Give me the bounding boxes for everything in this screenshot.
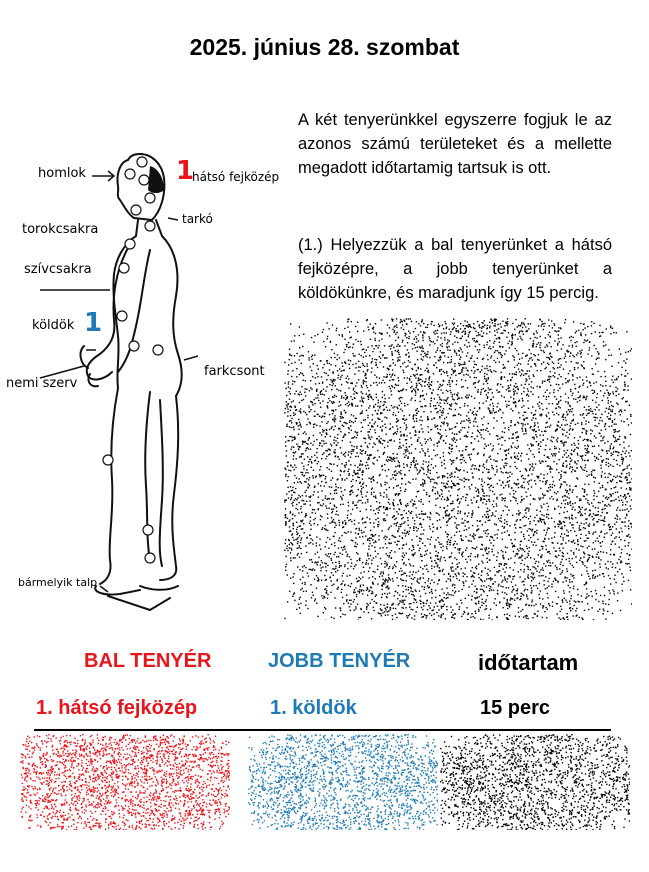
noise-pattern-main <box>284 318 632 620</box>
row-1-idotartam: 15 perc <box>480 697 551 719</box>
scrambled-row-left <box>20 734 230 830</box>
label-szivcsakra: szívcsakra <box>24 262 92 277</box>
header-bal-tenyer: BAL TENYÉR <box>84 650 212 672</box>
label-barmelyik-talp: bármelyik talp <box>18 576 98 589</box>
table-divider <box>34 729 611 731</box>
label-tarko: tarkó <box>182 212 213 226</box>
header-jobb-tenyer: JOBB TENYÉR <box>268 650 411 672</box>
noise-pattern-red <box>20 734 230 830</box>
scrambled-text-region <box>284 318 632 620</box>
label-homlok: homlok <box>38 166 86 181</box>
noise-pattern-black <box>440 734 630 830</box>
row-1-jobb: 1. köldök <box>270 697 357 719</box>
instruction-paragraph-1: A két tenyerünkkel egyszerre fogjuk le az azonos számú területeket és a mellette megadott időtartamig tartsuk is ott. <box>298 111 612 177</box>
marker-1-blue: 1 <box>84 308 103 338</box>
label-koldok: köldök <box>32 318 75 333</box>
marker-1-red: 1 <box>176 156 195 186</box>
label-torokcsakra: torokcsakra <box>22 222 99 237</box>
scrambled-row-middle <box>248 734 438 830</box>
label-farkcsont: farkcsont <box>204 364 265 379</box>
page-title: 2025. június 28. szombat <box>189 34 460 60</box>
body-figure-illustration <box>0 140 290 620</box>
label-hatso-fejkozep: hátsó fejközép <box>192 170 280 184</box>
row-1-bal: 1. hátsó fejközép <box>36 697 198 719</box>
noise-pattern-blue <box>248 734 438 830</box>
header-idotartam: időtartam <box>478 650 579 675</box>
instruction-paragraph-2: (1.) Helyezzük a bal tenyerünket a hátsó fejközépre, a jobb tenyerünket a köldökünkre, és maradjunk így 15 percig. <box>298 236 612 302</box>
scrambled-row-right <box>440 734 630 830</box>
label-nemi-szerv: nemi szerv <box>6 376 78 391</box>
